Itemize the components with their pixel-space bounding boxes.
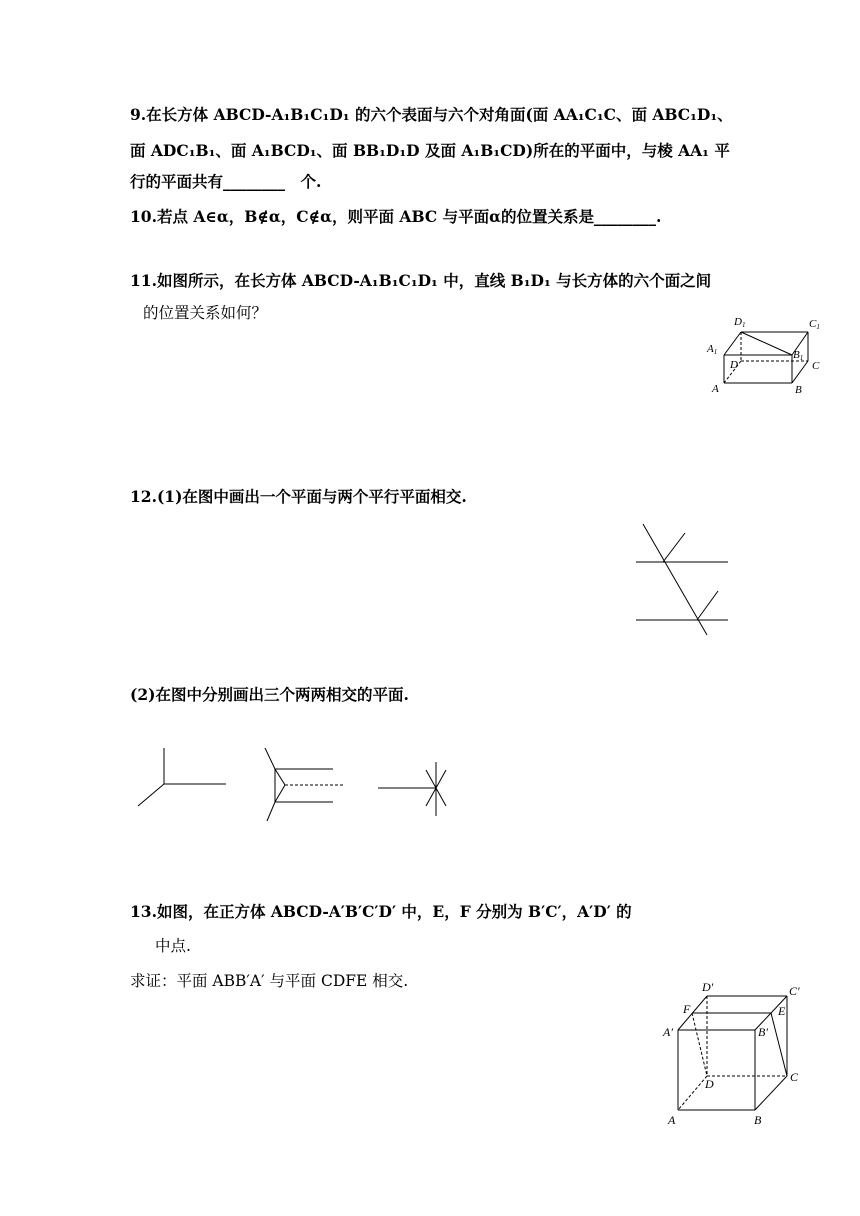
label-D: D bbox=[730, 359, 738, 371]
q13-line-2: 中点. bbox=[155, 937, 191, 955]
label-B: B bbox=[754, 1113, 762, 1127]
q13-line-3: 求证：平面 ABB′A′ 与平面 CDFE 相交. bbox=[130, 972, 409, 990]
q9-line-3: 行的平面共有________ 个. bbox=[130, 172, 322, 191]
label-A1: A1 bbox=[707, 343, 718, 356]
label-C: C bbox=[812, 360, 820, 372]
label-A-prime: A′ bbox=[663, 1025, 673, 1039]
label-D-prime: D′ bbox=[702, 980, 714, 994]
q9-line-2: 面 ADC₁B₁、面 A₁BCD₁、面 BB₁D₁D 及面 A₁B₁CD)所在的平面中，与棱 AA₁ 平 bbox=[130, 141, 730, 160]
q9-line-1: 9.在长方体 ABCD-A₁B₁C₁D₁ 的六个表面与六个对角面(面 AA₁C₁C、面 ABC₁D₁、 bbox=[130, 105, 733, 124]
cuboid-figure bbox=[700, 312, 830, 402]
label-D1: D1 bbox=[734, 316, 746, 329]
cube-figure bbox=[655, 978, 815, 1133]
label-B: B bbox=[795, 384, 802, 396]
q13-line-1: 13.如图，在正方体 ABCD-A′B′C′D′ 中，E，F 分别为 B′C′，A′D′ 的 bbox=[130, 902, 632, 921]
label-F: F bbox=[683, 1002, 691, 1016]
q11-line-1: 11.如图所示，在长方体 ABCD-A₁B₁C₁D₁ 中，直线 B₁D₁ 与长方体的六个面之间 bbox=[130, 271, 712, 290]
parallel-planes-figure bbox=[630, 518, 735, 643]
label-D: D bbox=[705, 1077, 714, 1091]
label-B1: B1 bbox=[793, 349, 804, 362]
q12-part-2: (2)在图中分别画出三个两两相交的平面. bbox=[130, 685, 409, 704]
q12-part-1: 12.(1)在图中画出一个平面与两个平行平面相交. bbox=[130, 487, 467, 506]
label-C1: C1 bbox=[809, 318, 820, 331]
label-A: A bbox=[668, 1113, 676, 1127]
label-A: A bbox=[712, 383, 719, 395]
q11-line-2: 的位置关系如何？ bbox=[143, 304, 268, 322]
label-C: C bbox=[790, 1070, 799, 1084]
label-E: E bbox=[778, 1004, 786, 1018]
three-planes-figures bbox=[130, 740, 460, 830]
label-C-prime: C′ bbox=[789, 984, 800, 998]
label-B-prime: B′ bbox=[758, 1025, 768, 1039]
q10-line-1: 10.若点 A∈α，B∉α，C∉α，则平面 ABC 与平面α的位置关系是________. bbox=[130, 207, 662, 226]
